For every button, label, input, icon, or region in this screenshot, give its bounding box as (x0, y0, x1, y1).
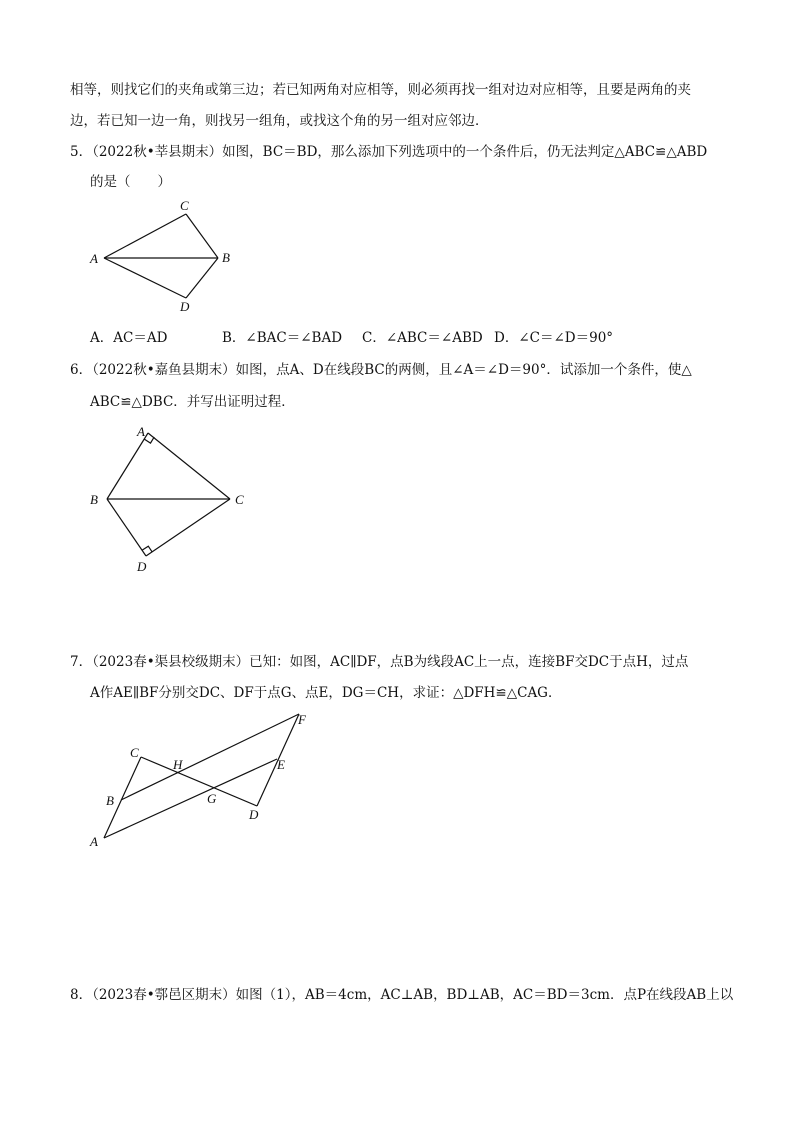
q6-label-b: B (90, 492, 98, 507)
q7-label-c: C (130, 745, 139, 760)
q6-text-line-1: 6．（2022秋•嘉鱼县期末）如图，点A、D在线段BC的两侧，且∠A＝∠D＝90°．试添加一个条件，使△ (70, 362, 692, 378)
q6-text-line-2: ABC≌△DBC．并写出证明过程． (90, 394, 295, 410)
intro-line-1: 相等，则找它们的夹角或第三边；若已知两角对应相等，则必须再找一组对边对应相等，且要是两角的夹 (70, 82, 691, 98)
q6-right-angle-a (144, 437, 154, 443)
q7-label-f: F (298, 712, 306, 727)
q5-text-line-1: 5．（2022秋•莘县期末）如图，BC＝BD，那么添加下列选项中的一个条件后，仍无法判定△ABC≌△ABD (70, 144, 708, 160)
q5-label-b: B (222, 250, 230, 265)
q7-label-h: H (173, 757, 183, 772)
q7-label-d: D (249, 807, 259, 822)
q6-label-d: D (137, 559, 147, 574)
q7-label-g: G (207, 791, 217, 806)
q7-text-line-1: 7．（2023春•渠县校级期末）已知：如图，AC∥DF，点B为线段AC上一点，连接BF交DC于点H，过点 (70, 654, 689, 670)
q5-segment-ad (104, 258, 186, 298)
q6-segment-bd (107, 499, 146, 556)
q6-segment-dc (146, 499, 230, 556)
q5-options (90, 328, 613, 348)
q6-segment-ba (107, 433, 148, 499)
q5-segment-db (186, 258, 218, 298)
q7-label-a: A (90, 834, 98, 849)
q7-figure (80, 705, 330, 855)
q6-label-c: C (235, 492, 244, 507)
q7-label-b: B (106, 793, 114, 808)
q6-right-angle-d (142, 546, 152, 552)
q5-option-d[interactable]: D．∠C＝∠D＝90° (494, 330, 614, 346)
q5-segment-cb (186, 214, 218, 258)
q5-figure (80, 198, 250, 318)
q6-segment-ac (148, 433, 230, 499)
q7-label-e: E (277, 757, 285, 772)
q5-label-d: D (180, 299, 190, 314)
intro-line-2: 边，若已知一边一角，则找另一组角，或找这个角的另一组对应邻边． (70, 113, 489, 129)
q5-label-a: A (90, 251, 98, 266)
q6-label-a: A (137, 424, 145, 439)
q5-text-line-2: 的是（ ） (90, 174, 171, 190)
q7-text-line-2: A作AE∥BF分别交DC、DF于点G、点E，DG＝CH，求证：△DFH≌△CAG． (90, 685, 562, 701)
q7-segment-ae (104, 759, 277, 838)
q7-segment-bf (121, 714, 299, 800)
q6-figure (80, 418, 260, 583)
q5-segment-ac (104, 214, 186, 258)
q5-option-b[interactable]: B．∠BAC＝∠BAD (222, 330, 343, 346)
q5-label-c: C (180, 198, 189, 213)
q8-text-line-1: 8．（2023春•鄠邑区期末）如图（1），AB＝4cm，AC⊥AB，BD⊥AB，AC＝BD＝3cm．点P在线段AB上以 (70, 987, 734, 1003)
q5-option-c[interactable]: C．∠ABC＝∠ABD (362, 330, 483, 346)
q5-option-a[interactable]: A．AC＝AD (90, 330, 168, 346)
